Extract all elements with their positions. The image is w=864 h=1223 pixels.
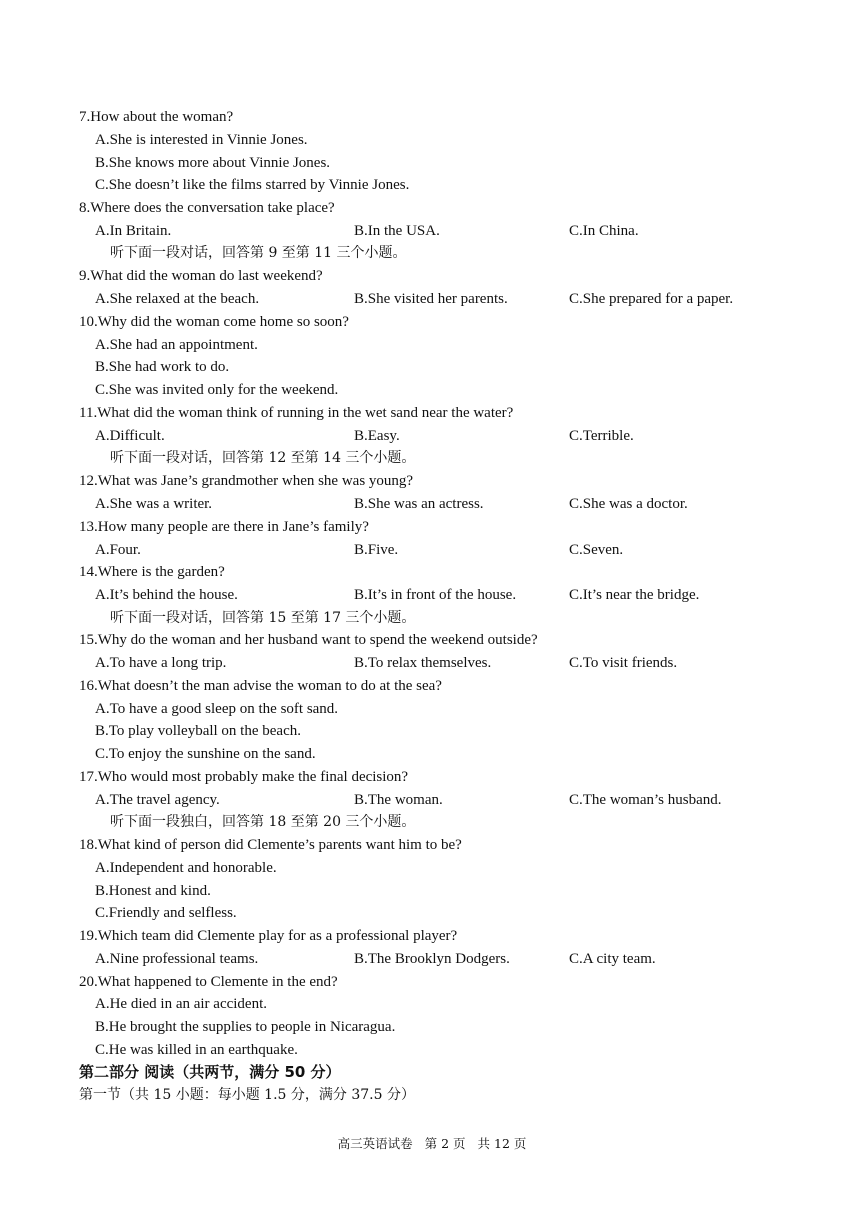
question-14-option-a: A.It’s behind the house. [95,587,238,603]
question-15-stem: 15.Why do the woman and her husband want to spend the weekend outside? [79,632,538,648]
question-16-option-b: B.To play volleyball on the beach. [95,723,301,739]
question-9-stem: 9.What did the woman do last weekend? [79,268,323,284]
question-17-option-b: B.The woman. [354,792,443,808]
question-7-option-a: A.She is interested in Vinnie Jones. [95,132,308,148]
question-9-option-c: C.She prepared for a paper. [569,291,734,307]
question-19-option-c: C.A city team. [569,951,656,967]
question-14-option-b: B.It’s in front of the house. [354,587,517,603]
instruction-18-20: 听下面一段独白，回答第 18 至第 20 三个小题。 [110,814,416,830]
part-2-section-1: 第一节（共 15 小题：每小题 1.5 分，满分 37.5 分） [79,1087,415,1103]
page-footer [0,1134,864,1154]
question-20-option-c: C.He was killed in an earthquake. [95,1042,298,1058]
question-11-stem: 11.What did the woman think of running in the wet sand near the water? [79,405,514,421]
question-13-stem: 13.How many people are there in Jane’s family? [79,519,369,535]
question-12-stem: 12.What was Jane’s grandmother when she was young? [79,473,414,489]
question-12-option-a: A.She was a writer. [95,496,213,512]
question-10-stem: 10.Why did the woman come home so soon? [79,314,349,330]
question-11-option-b: B.Easy. [354,428,400,444]
question-16-option-a: A.To have a good sleep on the soft sand. [95,701,339,717]
question-15-option-a: A.To have a long trip. [95,655,227,671]
question-7-option-b: B.She knows more about Vinnie Jones. [95,155,331,171]
question-18-option-a: A.Independent and honorable. [95,860,277,876]
question-16-option-c: C.To enjoy the sunshine on the sand. [95,746,316,762]
question-12-option-c: C.She was a doctor. [569,496,688,512]
footer-exam-name: 高三英语试卷 [337,1136,413,1151]
question-10-option-b: B.She had work to do. [95,359,230,375]
question-15-option-b: B.To relax themselves. [354,655,492,671]
question-19-stem: 19.Which team did Clemente play for as a professional player? [79,928,458,944]
question-16-stem: 16.What doesn’t the man advise the woman to do at the sea? [79,678,442,694]
footer-page-number: 第 2 页 [424,1136,466,1151]
question-20-stem: 20.What happened to Clemente in the end? [79,974,338,990]
instruction-9-11: 听下面一段对话，回答第 9 至第 11 三个小题。 [110,245,407,261]
question-12-option-b: B.She was an actress. [354,496,484,512]
question-7-option-c: C.She doesn’t like the films starred by Vinnie Jones. [95,177,410,193]
question-17-option-a: A.The travel agency. [95,792,220,808]
question-18-option-b: B.Honest and kind. [95,883,211,899]
question-17-stem: 17.Who would most probably make the final decision? [79,769,409,785]
question-20-option-b: B.He brought the supplies to people in Nicaragua. [95,1019,396,1035]
instruction-12-14: 听下面一段对话，回答第 12 至第 14 三个小题。 [110,450,416,466]
question-19-option-a: A.Nine professional teams. [95,951,259,967]
question-7-stem: 7.How about the woman? [79,109,234,125]
question-14-stem: 14.Where is the garden? [79,564,225,580]
part-2-title: 第二部分 阅读（共两节，满分 50 分） [79,1063,341,1081]
question-11-option-c: C.Terrible. [569,428,634,444]
question-8-option-b: B.In the USA. [354,223,440,239]
instruction-15-17: 听下面一段对话，回答第 15 至第 17 三个小题。 [110,610,416,626]
question-9-option-b: B.She visited her parents. [354,291,508,307]
question-19-option-b: B.The Brooklyn Dodgers. [354,951,510,967]
question-8-option-a: A.In Britain. [95,223,172,239]
question-13-option-b: B.Five. [354,542,399,558]
question-8-option-c: C.In China. [569,223,639,239]
question-13-option-a: A.Four. [95,542,141,558]
question-10-option-a: A.She had an appointment. [95,337,258,353]
question-8-stem: 8.Where does the conversation take place? [79,200,335,216]
question-14-option-c: C.It’s near the bridge. [569,587,700,603]
question-18-stem: 18.What kind of person did Clemente’s parents want him to be? [79,837,462,853]
question-15-option-c: C.To visit friends. [569,655,678,671]
question-18-option-c: C.Friendly and selfless. [95,905,237,921]
question-9-option-a: A.She relaxed at the beach. [95,291,260,307]
question-10-option-c: C.She was invited only for the weekend. [95,382,339,398]
question-20-option-a: A.He died in an air accident. [95,996,268,1012]
question-11-option-a: A.Difficult. [95,428,165,444]
question-17-option-c: C.The woman’s husband. [569,792,722,808]
question-13-option-c: C.Seven. [569,542,624,558]
footer-total-pages: 共 12 页 [477,1136,527,1151]
